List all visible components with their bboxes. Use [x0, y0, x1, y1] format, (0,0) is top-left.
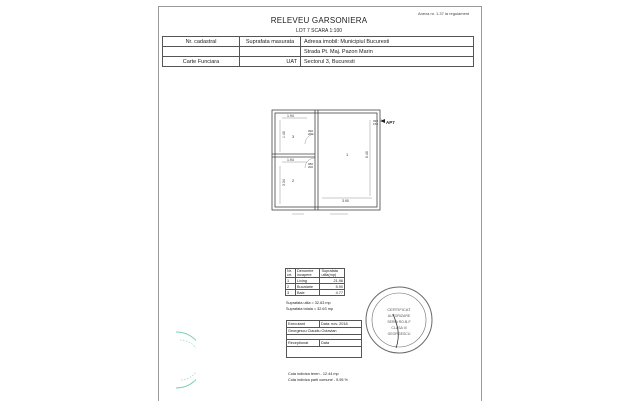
- svg-text:AUTORIZARE: AUTORIZARE: [387, 314, 411, 318]
- executor-date: Data: nov. 2018: [320, 321, 362, 328]
- table-row: 1 Living 21.96: [287, 278, 343, 283]
- nr-cadastral-label: Nr. cadastral: [163, 37, 240, 47]
- adresa-label: Adresa imobil: Municipiul Bucuresti: [301, 37, 474, 47]
- svg-text:150: 150: [373, 122, 379, 126]
- receptionat-label: Receptionat: [287, 340, 320, 347]
- dim-left-lower: 3.34: [282, 179, 286, 186]
- room-2-label: 3: [292, 134, 295, 139]
- door-lower-label: 080: [308, 162, 314, 166]
- document-title: RELEVEU GARSONIERA: [270, 16, 368, 25]
- col-area-header: Suprafata utila(mp): [320, 269, 345, 278]
- certificate-stamp: [363, 284, 435, 356]
- svg-text:CERTIFICAT: CERTIFICAT: [387, 307, 411, 312]
- dim-top-left: 1.94: [287, 114, 294, 118]
- strada-label: Strada Pt. Maj. Pazon Marin: [301, 47, 474, 57]
- cota-teren: Cota indiviza teren - 12.44 mp: [288, 372, 339, 376]
- suprafata-totala: Suprafata totala = 32.63 mp: [286, 307, 333, 311]
- dim-right: 6.40: [365, 151, 369, 158]
- arrow-icon: [380, 119, 385, 123]
- table-row: 3 Baie 4.77: [287, 290, 343, 295]
- dim-left-upper: 1.40: [282, 131, 286, 138]
- dim-bottom: 3.90: [342, 199, 349, 203]
- partial-stamp-icon: [156, 330, 196, 390]
- cota-parti-comune: Cota indiviza parti comune - 5.95 %: [288, 378, 348, 382]
- table-row: 2 Bucatarie 5.90: [287, 284, 343, 289]
- col-name-header: Denumire incapere: [296, 269, 320, 278]
- executant-label: Executant: [287, 321, 320, 328]
- apartment-label: AP7: [386, 120, 395, 125]
- executor-table: [286, 320, 362, 358]
- svg-text:GEORGESCU: GEORGESCU: [387, 332, 411, 336]
- executor-name: Georgescu Claudiu Octavian: [287, 328, 362, 335]
- carte-funciara-label: Carte Funciara: [163, 57, 240, 67]
- floor-plan: [262, 106, 402, 224]
- window-label: 090: [373, 119, 379, 123]
- svg-text:200: 200: [308, 165, 314, 169]
- sector-label: Sectorul 3, Bucuresti: [301, 57, 474, 67]
- data-label: Data: [320, 340, 362, 347]
- rooms-table: [285, 268, 345, 296]
- cadastral-info-table: [162, 36, 474, 67]
- annex-note: Anexa nr. 1.37 la regulament: [418, 11, 470, 16]
- suprafata-label: Suprafata masurata: [240, 37, 301, 47]
- empty-cell: [163, 47, 240, 57]
- uat-label: UAT: [240, 57, 301, 67]
- dim-mid-left: 1.94: [287, 158, 294, 162]
- svg-text:200: 200: [308, 132, 314, 136]
- suprafata-utila: Suprafata utila = 32.63 mp: [286, 301, 331, 305]
- svg-text:CLASA III: CLASA III: [391, 326, 407, 330]
- empty-cell: [240, 47, 301, 57]
- door-upper-label: 090: [308, 129, 314, 133]
- room-1-label: 1: [346, 152, 349, 157]
- svg-text:SERIA RO-B-F: SERIA RO-B-F: [387, 320, 411, 324]
- col-nr-header: Nr. crt.: [286, 269, 296, 278]
- document-subtitle: LOT 7 SCARA 1:100: [295, 28, 343, 34]
- room-3-label: 2: [292, 178, 295, 183]
